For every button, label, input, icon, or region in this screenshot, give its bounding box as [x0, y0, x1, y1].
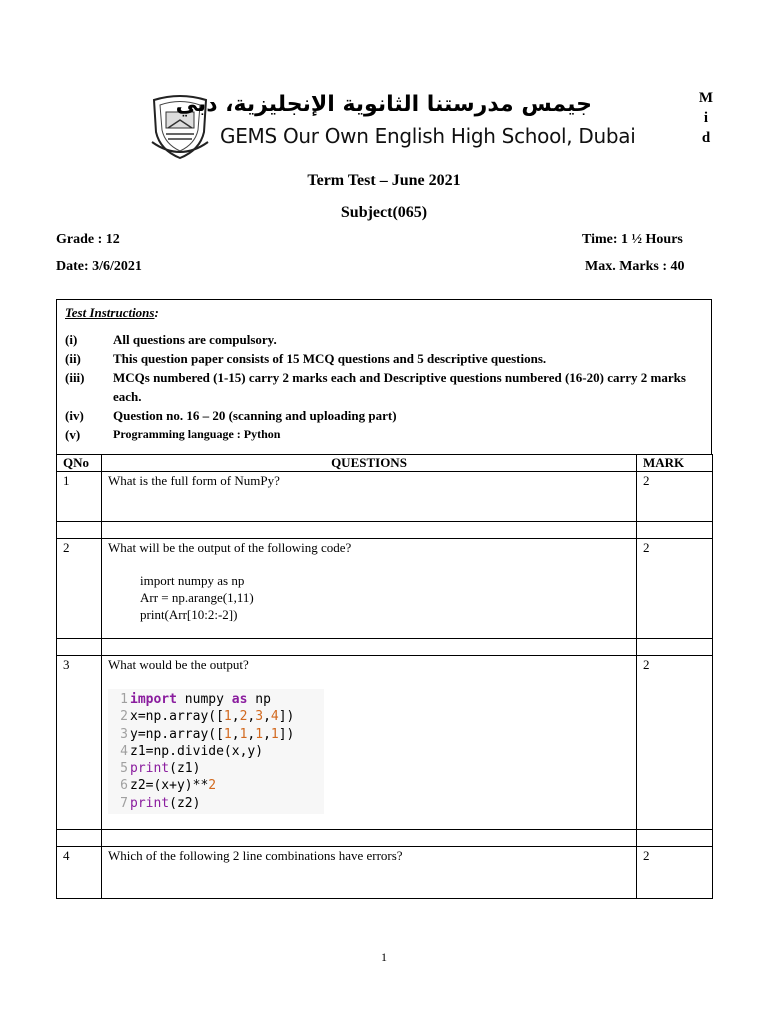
- side-letter: i: [703, 110, 709, 126]
- arabic-school-name: جيمس مدرستنا الثانوية الإنجليزية، دبي: [175, 92, 592, 117]
- instructions-box: [56, 299, 712, 454]
- school-name: GEMS Our Own English High School, Dubai: [220, 124, 636, 148]
- question-text: Which of the following 2 line combinations have errors?: [102, 847, 637, 899]
- instructions-heading-suffix: :: [154, 305, 159, 320]
- instruction-number: (iii): [65, 370, 85, 385]
- instruction-item: [65, 330, 705, 349]
- table-header-row: [57, 455, 713, 472]
- line-number: 1: [120, 692, 128, 707]
- code-line: import numpy as np: [140, 573, 245, 588]
- code-snippet: [140, 572, 630, 623]
- question-text: What would be the output?: [108, 657, 249, 672]
- instruction-number: (v): [65, 427, 81, 442]
- line-number: 2: [120, 709, 128, 725]
- code-line: 5 print(z1): [108, 760, 324, 777]
- date-label: Date: 3/6/2021: [56, 259, 142, 274]
- table-spacer-row: [57, 830, 713, 847]
- column-header-mark: MARK: [637, 455, 713, 472]
- code-line: 3 y=np.array([1,1,1,1]): [108, 726, 324, 743]
- side-letter: d: [701, 130, 711, 146]
- code-line: 6 z2=(x+y)**2: [108, 777, 324, 794]
- table-row: [57, 539, 713, 639]
- time-label: Time: 1 ½ Hours: [582, 232, 683, 247]
- code-line: 4 z1=np.divide(x,y): [108, 743, 324, 760]
- instruction-number: (iv): [65, 408, 84, 423]
- question-cell: [102, 656, 637, 830]
- question-cell: [102, 539, 637, 639]
- code-line: 1 import numpy as np: [108, 691, 324, 708]
- instructions-heading: [65, 305, 159, 321]
- instruction-text: MCQs numbered (1-15) carry 2 marks each and Descriptive questions numbered (16-20) carry 2 marks each.: [113, 370, 686, 404]
- column-header-questions: QUESTIONS: [102, 455, 637, 472]
- code-line: print(Arr[10:2:-2]): [140, 607, 238, 622]
- side-label: [696, 88, 716, 148]
- question-text: What will be the output of the following code?: [108, 540, 352, 555]
- line-number: 3: [120, 726, 128, 742]
- table-spacer-row: [57, 522, 713, 539]
- instruction-text: All questions are compulsory.: [113, 332, 277, 347]
- table-row: [57, 656, 713, 830]
- line-number: 4: [120, 743, 128, 759]
- question-mark: 2: [637, 656, 713, 830]
- question-text: What is the full form of NumPy?: [102, 472, 637, 522]
- code-line: 7 print(z2): [108, 795, 324, 812]
- line-number: 7: [120, 795, 128, 811]
- line-number: 6: [120, 778, 128, 794]
- instruction-item: [65, 425, 705, 444]
- question-mark: 2: [637, 472, 713, 522]
- question-number: 3: [57, 656, 102, 830]
- instruction-number: (i): [65, 332, 78, 347]
- line-number: 5: [120, 761, 128, 777]
- instruction-item: [65, 349, 705, 368]
- table-row: [57, 472, 713, 522]
- code-editor-snippet: [108, 689, 324, 814]
- question-mark: 2: [637, 847, 713, 899]
- code-line: 2 x=np.array([1,2,3,4]): [108, 708, 324, 725]
- exam-subject: Subject(065): [340, 204, 428, 221]
- side-letter: M: [698, 90, 714, 106]
- question-number: 1: [57, 472, 102, 522]
- instruction-item: [65, 406, 705, 425]
- grade-label: Grade : 12: [56, 232, 120, 247]
- table-row: [57, 847, 713, 899]
- instruction-number: (ii): [65, 351, 81, 366]
- question-mark: 2: [637, 539, 713, 639]
- exam-title: Term Test – June 2021: [307, 172, 461, 189]
- instructions-list: [65, 330, 705, 444]
- instruction-text: This question paper consists of 15 MCQ questions and 5 descriptive questions.: [113, 351, 547, 366]
- max-marks-label: Max. Marks : 40: [585, 259, 685, 274]
- instruction-item: [65, 368, 705, 406]
- table-spacer-row: [57, 639, 713, 656]
- page-number: 1: [381, 950, 387, 964]
- question-number: 4: [57, 847, 102, 899]
- instruction-text: Programming language : Python: [113, 427, 281, 441]
- instructions-heading-text: Test Instructions: [65, 305, 155, 320]
- instruction-text: Question no. 16 – 20 (scanning and uploading part): [113, 408, 397, 423]
- question-number: 2: [57, 539, 102, 639]
- questions-table: [56, 454, 713, 899]
- code-line: Arr = np.arange(1,11): [140, 590, 254, 605]
- column-header-qno: QNo: [57, 455, 102, 472]
